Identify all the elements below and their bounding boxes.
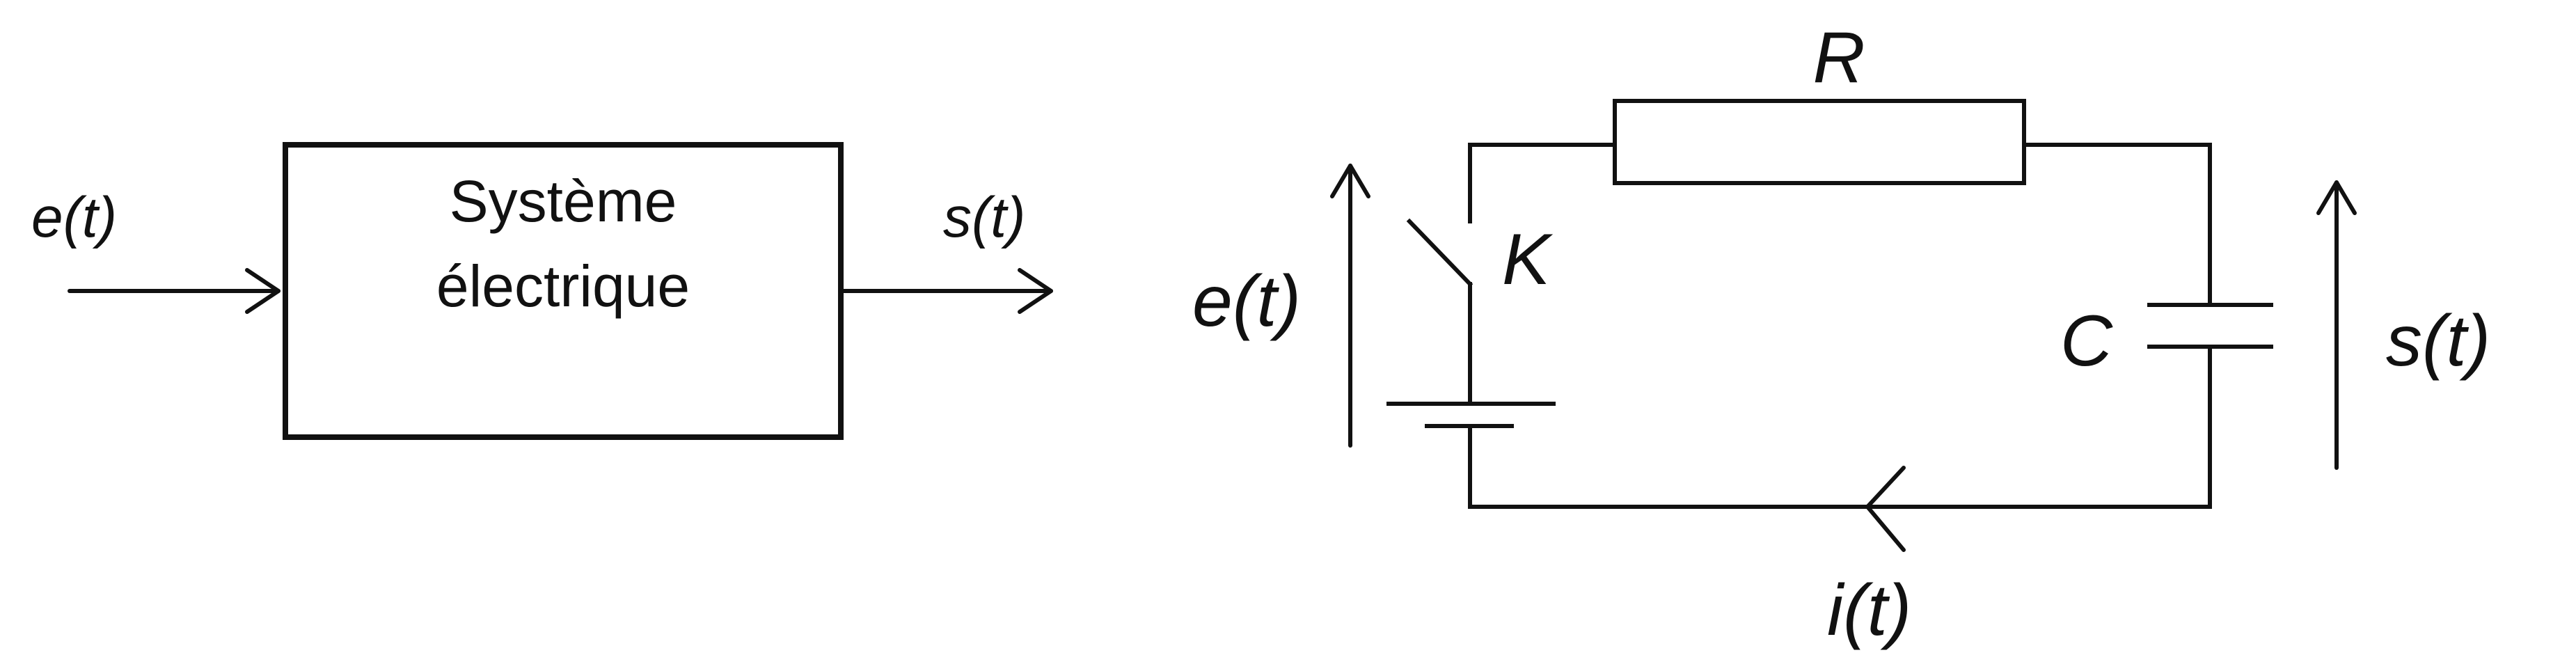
capacitor-label: C (2060, 301, 2113, 381)
source-voltage-label: e(t) (1192, 261, 1301, 342)
capacitor-symbol (2149, 305, 2271, 347)
battery-symbol (1389, 404, 1554, 426)
output-arrow (841, 270, 1051, 312)
resistor-symbol (1615, 101, 2024, 183)
block-diagram (31, 145, 1051, 437)
resistor-label: R (1812, 17, 1865, 98)
rc-circuit (1192, 17, 2490, 651)
output-voltage-label: s(t) (2386, 301, 2491, 381)
input-label: e(t) (31, 186, 117, 249)
current-label: i(t) (1827, 570, 1912, 651)
output-voltage-arrow (2318, 182, 2355, 468)
output-label: s(t) (943, 186, 1026, 249)
switch-blade (1409, 221, 1470, 284)
switch-label: K (1502, 219, 1551, 300)
source-voltage-arrow (1332, 166, 1368, 446)
input-arrow (70, 270, 278, 312)
system-label-line1: Système (449, 168, 677, 234)
system-label-line2: électrique (436, 253, 690, 319)
